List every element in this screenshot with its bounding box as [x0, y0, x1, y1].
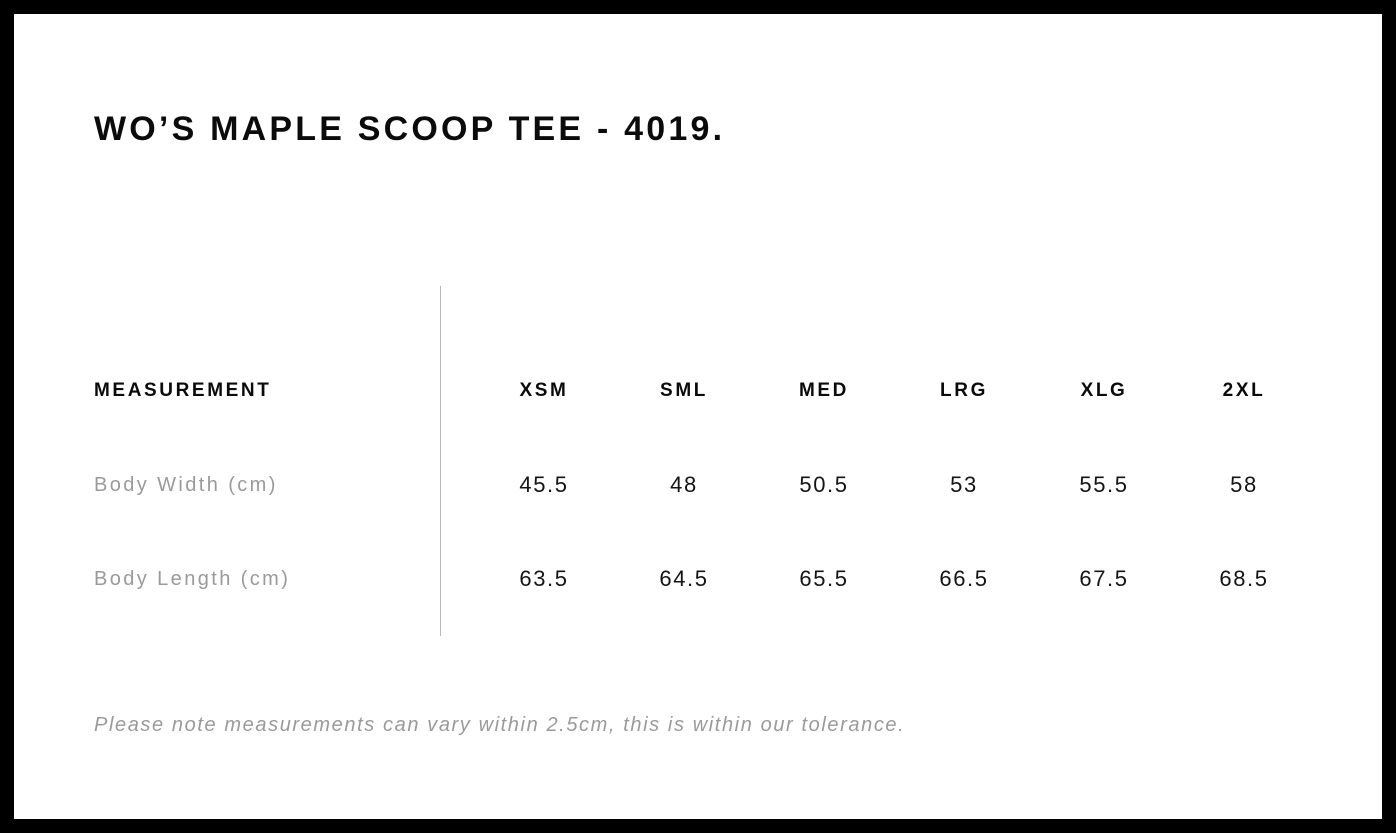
- cell-body-length-xlg: 67.5: [1079, 566, 1129, 591]
- row-label-body-length: Body Length (cm): [94, 567, 291, 590]
- cell-body-length-lrg: 66.5: [939, 566, 989, 591]
- cell-body-width-lrg: 53: [950, 472, 978, 497]
- column-header-size-lrg: LRG: [940, 380, 988, 401]
- column-header-size-xsm: XSM: [519, 380, 569, 401]
- tolerance-note: Please note measurements can vary within 2.5cm, this is within our tolerance.: [94, 714, 906, 736]
- cell-body-width-med: 50.5: [799, 472, 849, 497]
- cell-body-width-sml: 48: [670, 472, 698, 497]
- size-chart-page: [14, 14, 1382, 819]
- column-header-size-sml: SML: [660, 380, 708, 401]
- column-header-size-2xl: 2XL: [1222, 380, 1266, 401]
- column-header-size-med: MED: [798, 380, 850, 401]
- cell-body-length-2xl: 68.5: [1219, 566, 1269, 591]
- table-header-row: [94, 344, 1314, 438]
- cell-body-length-xsm: 63.5: [519, 566, 569, 591]
- cell-body-length-med: 65.5: [799, 566, 849, 591]
- table-row: [94, 438, 1314, 532]
- cell-body-width-2xl: 58: [1230, 472, 1258, 497]
- page-title: WO’S MAPLE SCOOP TEE - 4019.: [94, 110, 726, 148]
- size-table: [94, 344, 1314, 626]
- cell-body-width-xlg: 55.5: [1079, 472, 1129, 497]
- cell-body-length-sml: 64.5: [659, 566, 709, 591]
- column-header-measurement: MEASUREMENT: [94, 380, 272, 401]
- column-header-size-xlg: XLG: [1080, 380, 1128, 401]
- row-label-body-width: Body Width (cm): [94, 473, 278, 496]
- cell-body-width-xsm: 45.5: [519, 472, 569, 497]
- table-row: [94, 532, 1314, 626]
